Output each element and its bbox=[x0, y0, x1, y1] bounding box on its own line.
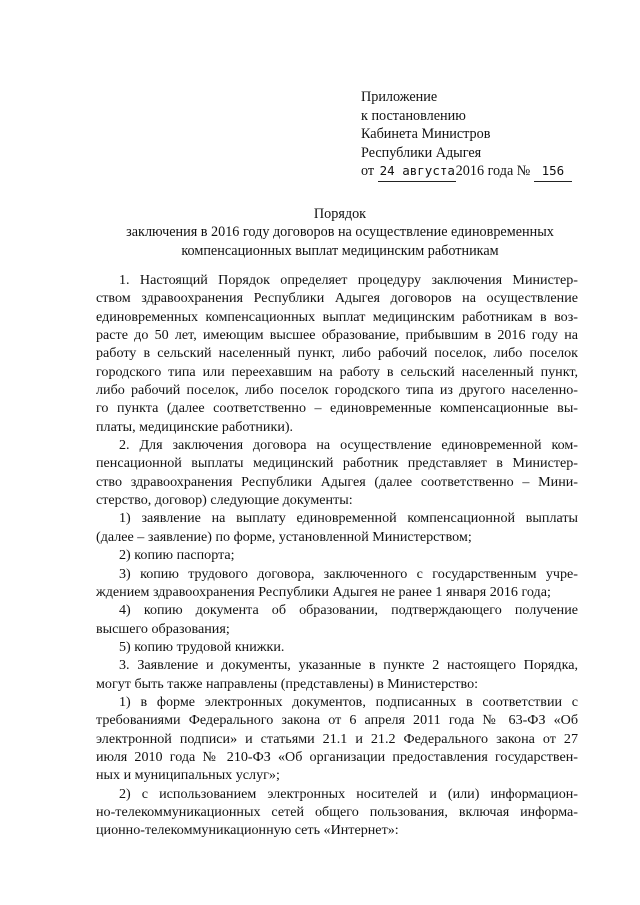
handwritten-date: 24 августа bbox=[378, 162, 456, 182]
text-line: ждением здравоохранения Республики Адыгея не ранее 1 января 2016 года; bbox=[96, 583, 551, 600]
appendix-line: Кабинета Министров bbox=[361, 126, 491, 143]
text-line: ство здравоохранения Республики Адыгея (далее соответственно – Мини- bbox=[96, 473, 578, 490]
text-line: ством здравоохранения Республики Адыгея договоров на осуществление bbox=[96, 290, 578, 307]
appendix-date-line bbox=[361, 162, 572, 182]
text-line: 2. Для заключения договора на осуществление единовременной ком- bbox=[119, 437, 578, 454]
text-line: работу в сельский населенный пункт, либо рабочий поселок, либо поселок bbox=[96, 345, 578, 362]
text-line: июля 2010 года № 210-ФЗ «Об организации предоставления государствен- bbox=[96, 748, 578, 765]
text-line: городского типа или переехавшим на работу в сельский населенный пункт, bbox=[96, 363, 578, 380]
text-line: (далее – заявление) по форме, установленной Министерством; bbox=[96, 528, 472, 545]
text-line: 1) заявление на выплату единовременной компенсационной выплаты bbox=[119, 510, 578, 527]
text-line: 2) с использованием электронных носителей и (или) информацион- bbox=[119, 785, 578, 802]
text-line: 5) копию трудовой книжки. bbox=[119, 638, 285, 655]
appendix-line: Республики Адыгея bbox=[361, 144, 482, 161]
text-line: но-телекоммуникационных сетей общего пользования, включая информа- bbox=[96, 803, 578, 820]
document-body bbox=[96, 271, 578, 840]
text-line: пенсационной выплаты медицинский работник представляет в Министер- bbox=[96, 455, 578, 472]
appendix-year-text: 2016 года № bbox=[455, 163, 531, 180]
text-line: требованиями Федерального закона от 6 апреля 2011 года № 63-ФЗ «Об bbox=[96, 712, 578, 729]
text-line: единовременных компенсационных выплат медицинским работникам в воз- bbox=[96, 308, 578, 325]
text-line: стерство, договор) следующие документы: bbox=[96, 492, 353, 509]
text-line: платы, медицинские работники). bbox=[96, 418, 294, 435]
text-line: 3) копию трудового договора, заключенного с государственным учре- bbox=[119, 565, 578, 582]
handwritten-number: 156 bbox=[534, 162, 572, 182]
title-heading: Порядок bbox=[313, 206, 367, 222]
text-line: высшего образования; bbox=[96, 620, 230, 637]
title-line: заключения в 2016 году договоров на осуществление единовременных bbox=[126, 224, 554, 241]
text-line: 1) в форме электронных документов, подписанных в соответствии с bbox=[119, 693, 578, 710]
text-line: электронной подписи» и статьями 21.1 и 21.2 Федерального закона от 27 bbox=[96, 730, 578, 747]
text-line: либо рабочий поселок, либо поселок городского типа из другого населенно- bbox=[96, 382, 578, 399]
appendix-line: к постановлению bbox=[361, 107, 466, 124]
text-line: ных и муниципальных услуг»; bbox=[96, 767, 280, 784]
text-line: 1. Настоящий Порядок определяет процедуру заключения Министер- bbox=[119, 272, 578, 288]
text-line: могут быть также направлены (представлены) в Министерство: bbox=[96, 675, 479, 692]
text-line: расте до 50 лет, имеющим высшее образование, прибывшим в 2016 году на bbox=[96, 327, 578, 344]
appendix-block bbox=[361, 88, 572, 182]
text-line: го пункта (далее соответственно – единовременные компенсационные вы- bbox=[96, 400, 578, 417]
title-line: компенсационных выплат медицинским работникам bbox=[181, 242, 499, 259]
text-line: 3. Заявление и документы, указанные в пункте 2 настоящего Порядка, bbox=[119, 657, 578, 674]
document-title bbox=[60, 205, 620, 260]
text-line: ционно-телекоммуникационную сеть «Интернет»: bbox=[96, 822, 399, 839]
text-line: 4) копию документа об образовании, подтверждающего получение bbox=[119, 602, 578, 619]
text-line: 2) копию паспорта; bbox=[119, 547, 235, 564]
appendix-from: от bbox=[361, 163, 375, 180]
appendix-line: Приложение bbox=[361, 89, 438, 105]
